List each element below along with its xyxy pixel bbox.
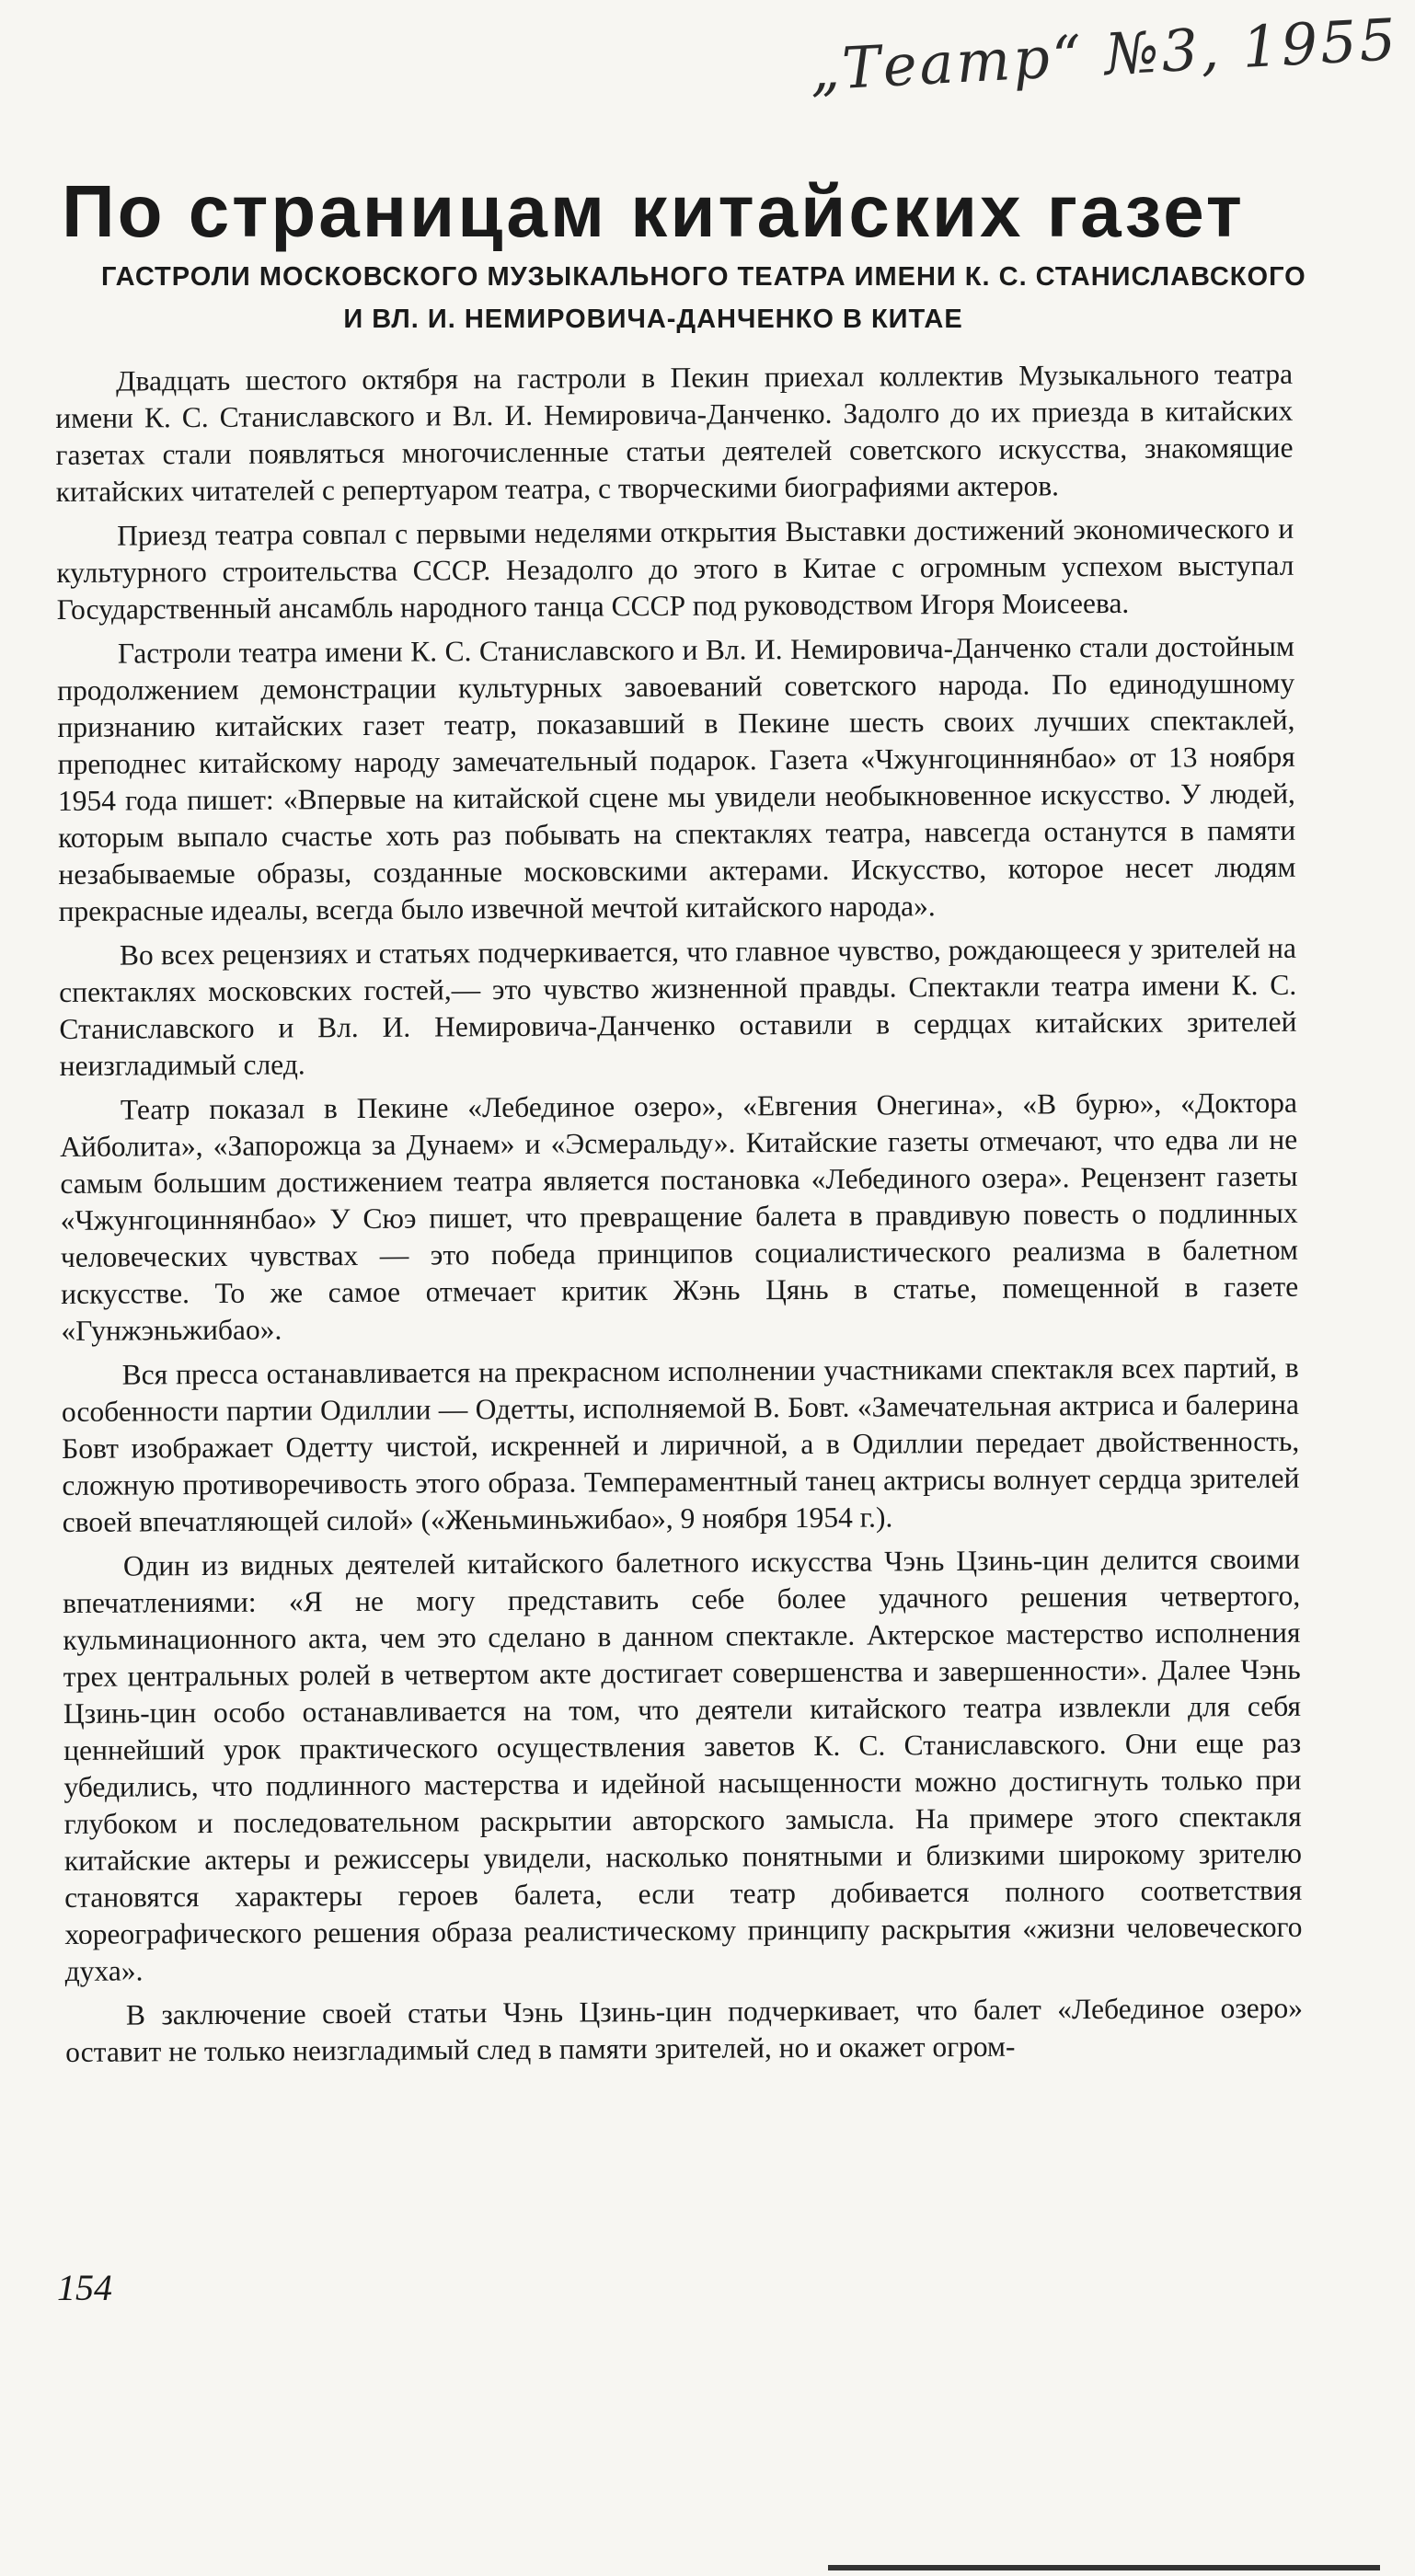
bottom-rule <box>828 2565 1380 2570</box>
subtitle-line-1: ГАСТРОЛИ МОСКОВСКОГО МУЗЫКАЛЬНОГО ТЕАТРА ИМЕНИ К. С. СТАНИСЛАВСКОГО <box>101 262 1306 292</box>
subtitle-line-2: И ВЛ. И. НЕМИРОВИЧА-ДАНЧЕНКО В КИТАЕ <box>343 305 963 334</box>
handwritten-note: „Театр“ №3, 1955 <box>808 6 1400 104</box>
paragraph: Один из видных деятелей китайского балетного искусства Чэнь Цзинь-цин делится своими впечатлениями: «Я не могу представить себе более удачного решения четвертого, кульминационного акта, чем это сделано в данном спектакле. Актерское мастерство исполнения трех центральных ролей в четвертом акте достигает совершенства и завершенности». Далее Чэнь Цзинь-цин особо останавливается на том, что деятели китайского театра извлекли для себя ценнейший урок практического осуществления заветов К. С. Станиславского. Они еще раз убедились, что подлинного мастерства и идейной насыщенности можно достигнуть только при глубоком и последовательном раскрытии авторского замысла. На примере этого спектакля китайские актеры и режиссеры увидели, насколько понятными и близкими широкому зрителю становятся характеры героев балета, если театр добивается полного соответствия хореографического решения образа реалистическому принципу раскрытия «жизни человеческого духа». <box>63 1542 1303 1987</box>
paragraph: Во всех рецензиях и статьях подчеркивается, что главное чувство, рождающееся у зрителей на спектаклях московских гостей,— это чувство жизненной правды. Спектакли театра имени К. С. Станиславского и Вл. И. Немировича-Данченко оставили в сердцах китайских зрителей неизгладимый след. <box>59 931 1297 1082</box>
paragraph: Гастроли театра имени К. С. Станиславского и Вл. И. Немировича-Данченко стали достойным продолжением демонстрации культурных завоеваний советского народа. По единодушному признанию китайских газет театр, показавший в Пекине шесть своих лучших спектаклей, преподнес китайскому народу замечательный подарок. Газета «Чжунгоциннянбао» от 13 ноября 1954 года пишет: «Впервые на китайской сцене мы увидели необыкновенное искусство. У людей, которым выпало счастье хоть раз побывать на спектаклях театра, навсегда останутся в памяти незабываемые образы, созданные московскими актерами. Искусство, которое несет людям прекрасные идеалы, всегда было извечной мечтой китайского народа». <box>57 629 1296 927</box>
page-number: 154 <box>57 2267 112 2308</box>
article-body <box>55 356 1303 2078</box>
paragraph: Вся пресса останавливается на прекрасном исполнении участниками спектакля всех партий, в особенности партии Одиллии — Одетты, исполняемой В. Бовт. «Замечательная актриса и балерина Бовт изображает Одетту чистой, искренней и лиричной, а в Одиллии передает двойственность, сложную противоречивость этого образа. Темпераментный танец актрисы волнует сердца зрителей своей впечатляющей силой» («Женьминьжибао», 9 ноября 1954 г.). <box>61 1351 1300 1538</box>
article-subtitle <box>101 256 1306 340</box>
paragraph: Театр показал в Пекине «Лебединое озеро», «Евгения Онегина», «В бурю», «Доктора Айболита», «Запорожца за Дунаем» и «Эсмеральду». Китайские газеты отмечают, что едва ли не самым большим достижением театра является постановка «Лебединого озера». Рецензент газеты «Чжунгоциннянбао» У Сюэ пишет, что превращение балета в правдивую повесть о подлинных человеческих чувствах — это победа принципов социалистического реализма в балетном искусстве. То же самое отмечает критик Жэнь Цянь в статье, помещенной в газете «Гунжэньжибао». <box>60 1086 1299 1347</box>
article-title: По страницам китайских газет <box>62 170 1245 252</box>
paragraph: В заключение своей статьи Чэнь Цзинь-цин подчеркивает, что балет «Лебединое озеро» оставит не только неизгладимый след в памяти зрителей, но и окажет огром- <box>65 1991 1304 2068</box>
paragraph: Приезд театра совпал с первыми неделями открытия Выставки достижений экономического и культурного строительства СССР. Незадолго до этого в Китае с огромным успехом выступал Государственный ансамбль народного танца СССР под руководством Игоря Моисеева. <box>56 512 1294 626</box>
paragraph: Двадцать шестого октября на гастроли в Пекин приехал коллектив Музыкального театра имени К. С. Станиславского и Вл. И. Немировича-Данченко. Задолго до их приезда в китайских газетах стали появляться многочисленные статьи деятелей советского искусства, знакомящие китайских читателей с репертуаром театра, с творческими биографиями актеров. <box>55 357 1294 508</box>
